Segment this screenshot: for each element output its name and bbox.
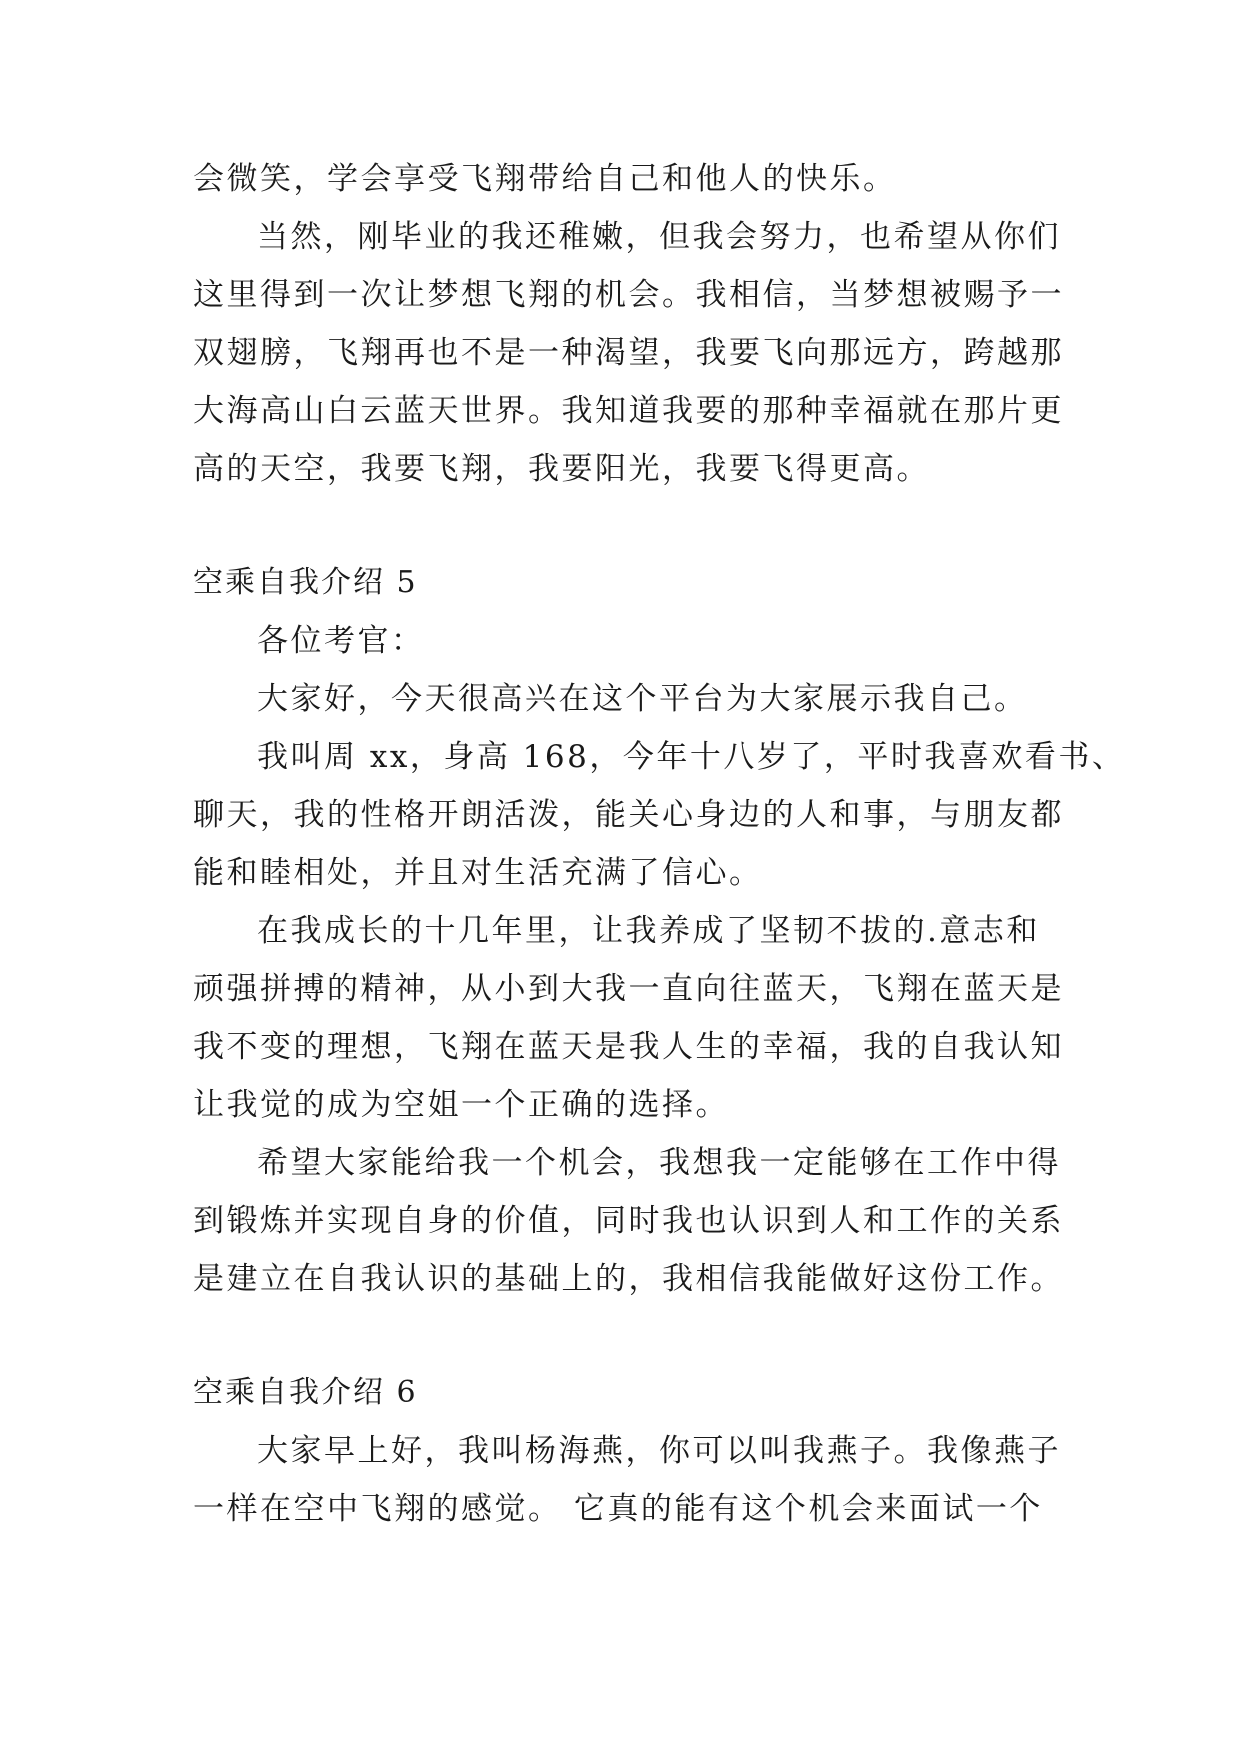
text-line: 顽强拼搏的精神，从小到大我一直向往蓝天，飞翔在蓝天是 xyxy=(193,971,1064,1007)
text-line: 是建立在自我认识的基础上的，我相信我能做好这份工作。 xyxy=(193,1261,1064,1297)
text-line: 能和睦相处，并且对生活充满了信心。 xyxy=(193,855,763,891)
text-line: 我叫周 xx，身高 168，今年十八岁了，平时我喜欢看书、 xyxy=(257,739,1126,775)
section-gap xyxy=(193,1308,1063,1364)
section-gap xyxy=(193,498,1063,554)
text-line: 会微笑，学会享受飞翔带给自己和他人的快乐。 xyxy=(193,161,897,197)
text-line: 大海高山白云蓝天世界。我知道我要的那种幸福就在那片更 xyxy=(193,393,1064,429)
text-line: 让我觉的成为空姐一个正确的选择。 xyxy=(193,1087,729,1123)
text-line: 到锻炼并实现自身的价值，同时我也认识到人和工作的关系 xyxy=(193,1203,1064,1239)
section-title: 空乘自我介绍 5 xyxy=(193,565,418,600)
text-line: 当然，刚毕业的我还稚嫩，但我会努力，也希望从你们 xyxy=(257,219,1061,255)
text-line: 聊天，我的性格开朗活泼，能关心身边的人和事，与朋友都 xyxy=(193,797,1064,833)
text-line: 双翅膀，飞翔再也不是一种渴望，我要飞向那远方，跨越那 xyxy=(193,335,1064,371)
text-line: 大家早上好，我叫杨海燕，你可以叫我燕子。我像燕子 xyxy=(257,1433,1061,1469)
text-line: 一样在空中飞翔的感觉。 它真的能有这个机会来面试一个 xyxy=(193,1491,1043,1527)
text-line: 高的天空，我要飞翔，我要阳光，我要飞得更高。 xyxy=(193,451,930,487)
text-line: 各位考官： xyxy=(257,623,425,659)
text-line: 这里得到一次让梦想飞翔的机会。我相信，当梦想被赐予一 xyxy=(193,277,1064,313)
text-line: 我不变的理想，飞翔在蓝天是我人生的幸福，我的自我认知 xyxy=(193,1029,1064,1065)
text-line: 希望大家能给我一个机会，我想我一定能够在工作中得 xyxy=(257,1145,1061,1181)
document-page xyxy=(193,150,1126,1538)
text-line: 在我成长的十几年里，让我养成了坚韧不拔的.意志和 xyxy=(257,913,1040,949)
section-title: 空乘自我介绍 6 xyxy=(193,1375,418,1410)
text-line: 大家好，今天很高兴在这个平台为大家展示我自己。 xyxy=(257,681,1028,717)
